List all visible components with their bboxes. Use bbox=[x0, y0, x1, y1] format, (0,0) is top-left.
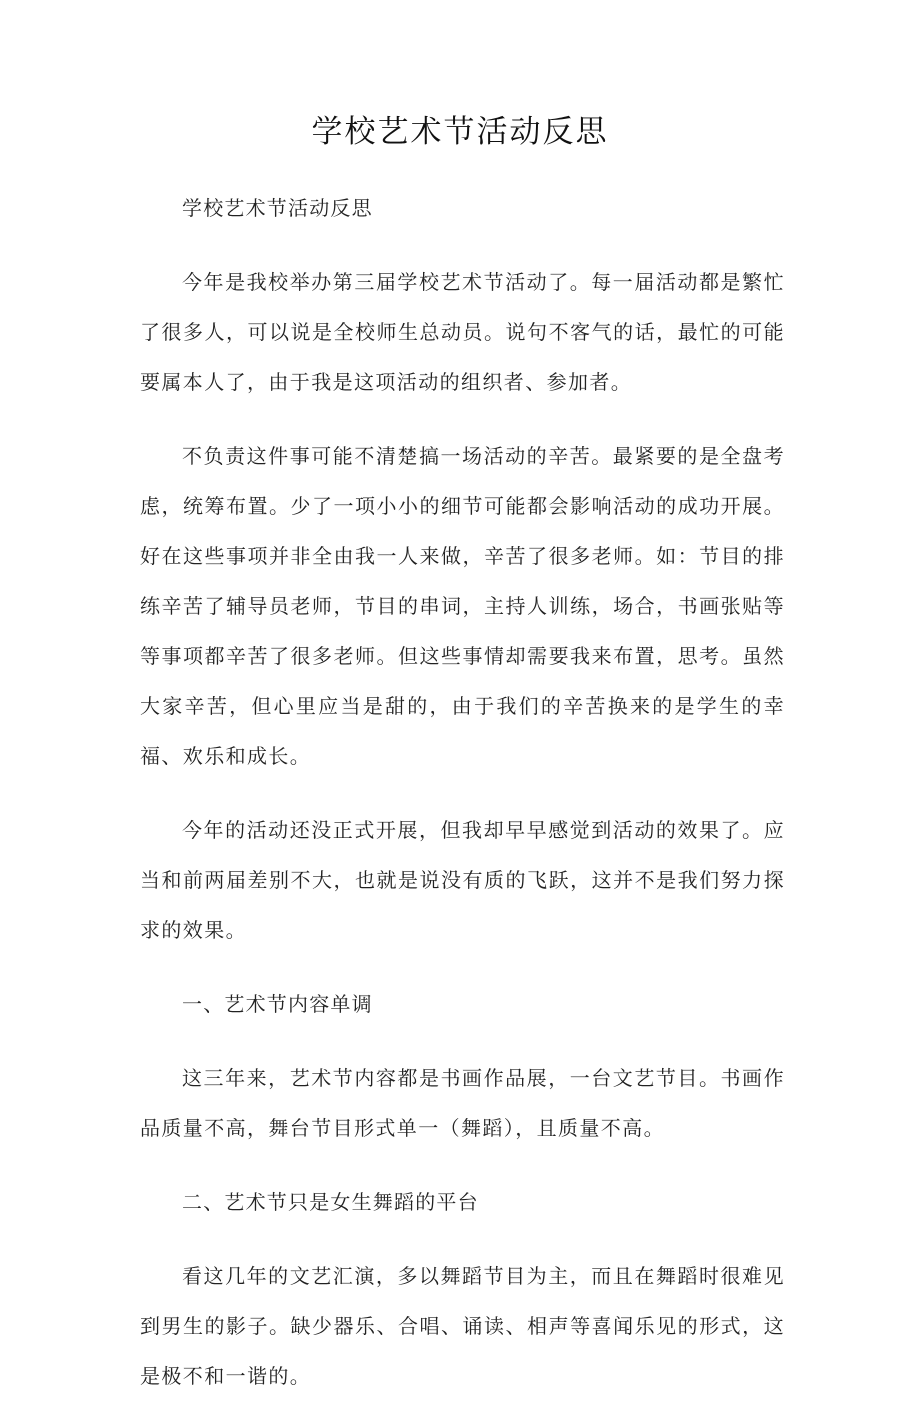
paragraph-intro: 今年是我校举办第三届学校艺术节活动了。每一届活动都是繁忙了很多人，可以说是全校师生总动员。说句不客气的话，最忙的可能要属本人了，由于我是这项活动的组织者、参加者。 bbox=[140, 270, 785, 394]
subtitle-paragraph: 学校艺术节活动反思 bbox=[182, 196, 373, 220]
paragraph-section-1: 这三年来，艺术节内容都是书画作品展，一台文艺节目。书画作品质量不高，舞台节目形式单一（舞蹈），且质量不高。 bbox=[140, 1066, 785, 1140]
document-title: 学校艺术节活动反思 bbox=[311, 114, 609, 150]
paragraph-effect: 今年的活动还没正式开展，但我却早早感觉到活动的效果了。应当和前两届差别不大，也就是说没有质的飞跃，这并不是我们努力探求的效果。 bbox=[140, 818, 785, 942]
section-heading-2: 二、艺术节只是女生舞蹈的平台 bbox=[182, 1190, 479, 1214]
paragraph-effort: 不负责这件事可能不清楚搞一场活动的辛苦。最紧要的是全盘考虑，统筹布置。少了一项小小的细节可能都会影响活动的成功开展。好在这些事项并非全由我一人来做，辛苦了很多老师。如：节目的排练辛苦了辅导员老师，节目的串词，主持人训练，场合，书画张贴等等事项都辛苦了很多老师。但这些事情却需要我来布置，思考。虽然大家辛苦，但心里应当是甜的，由于我们的辛苦换来的是学生的幸福、欢乐和成长。 bbox=[140, 444, 785, 768]
document-body bbox=[140, 183, 785, 1425]
paragraph-section-2: 看这几年的文艺汇演，多以舞蹈节目为主，而且在舞蹈时很难见到男生的影子。缺少器乐、合唱、诵读、相声等喜闻乐见的形式，这是极不和一谐的。 bbox=[140, 1264, 785, 1388]
section-heading-1: 一、艺术节内容单调 bbox=[182, 992, 373, 1016]
